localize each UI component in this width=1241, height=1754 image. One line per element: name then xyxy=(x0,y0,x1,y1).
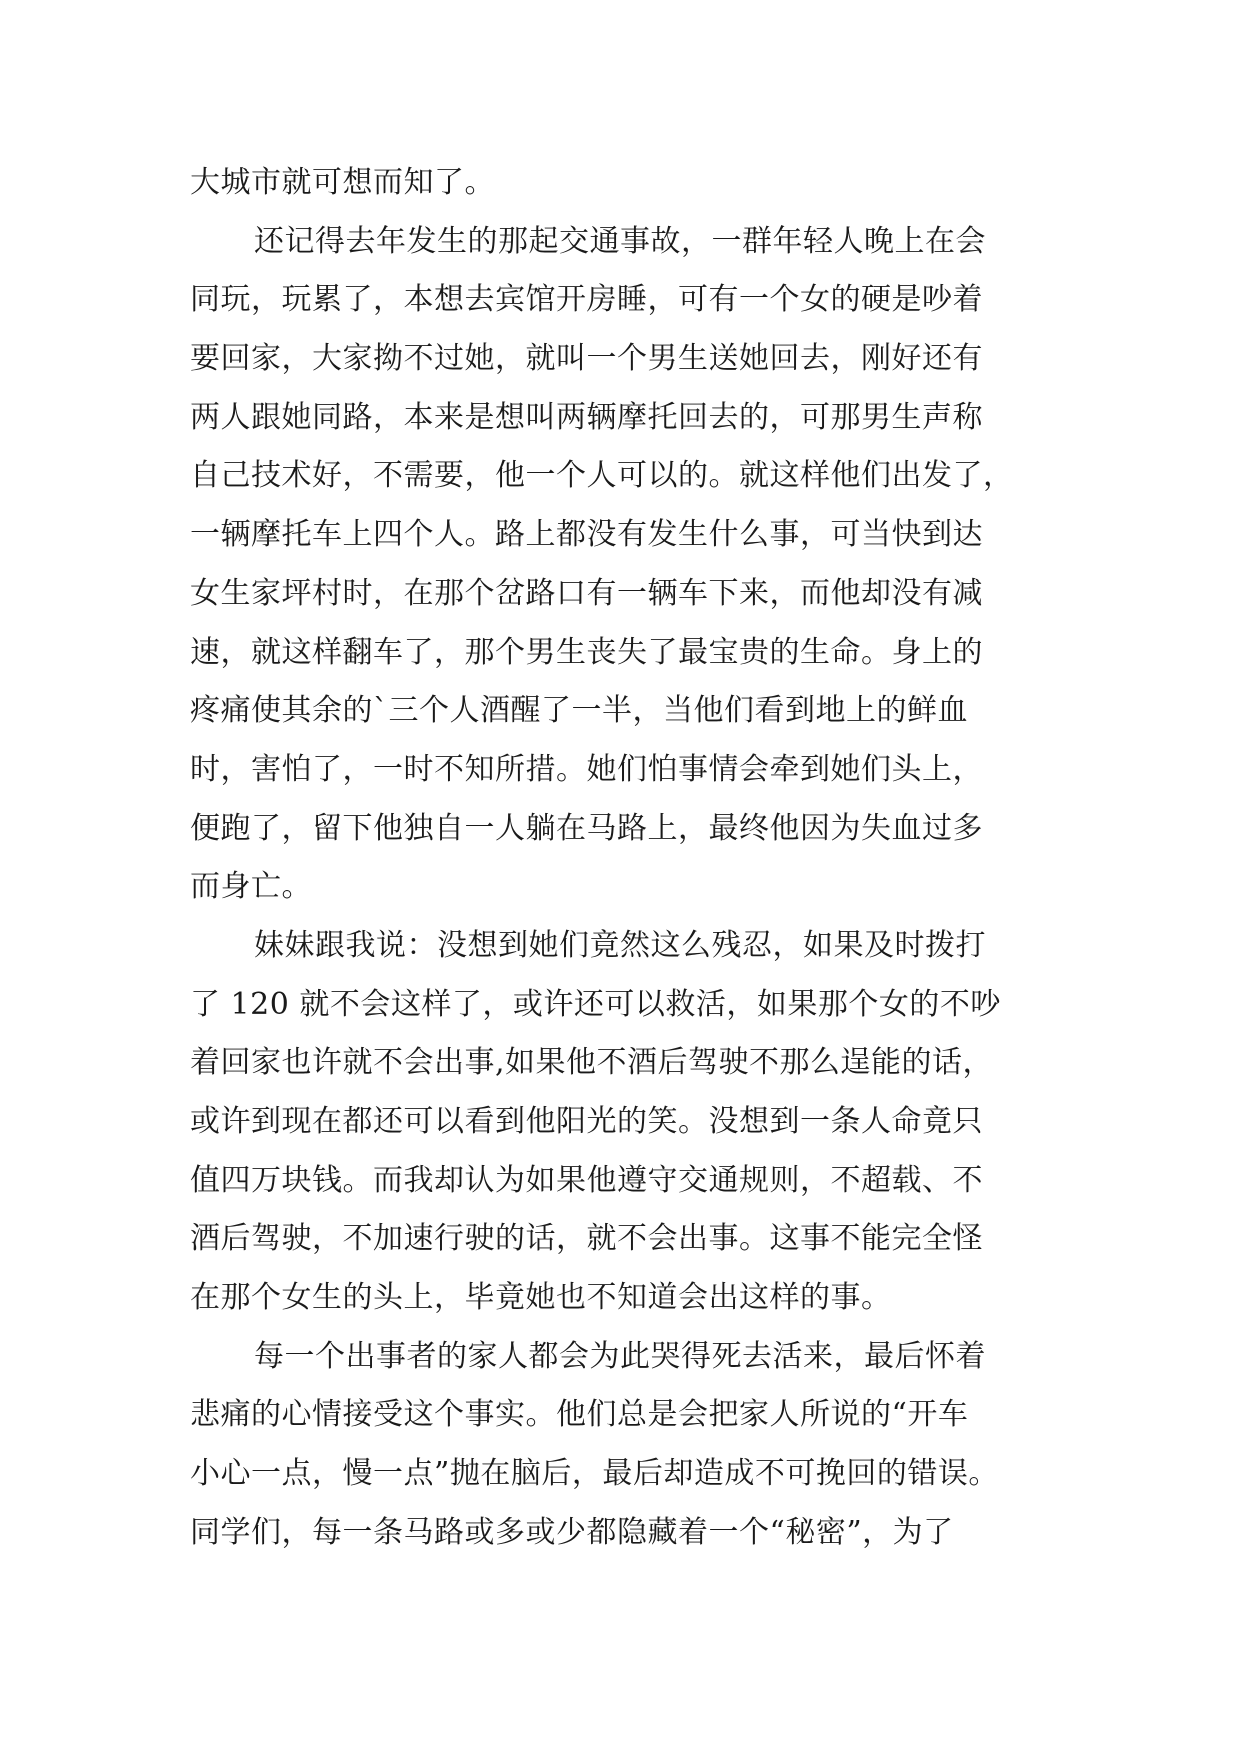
text-line: 或许到现在都还可以看到他阳光的笑。没想到一条人命竟只 xyxy=(190,1104,983,1139)
text-line: 女生家坪村时，在那个岔路口有一辆车下来，而他却没有减 xyxy=(190,575,983,611)
text-line: 同学们，每一条马路或多或少都隐藏着一个“秘密”，为了 xyxy=(190,1514,954,1550)
text-line: 还记得去年发生的那起交通事故，一群年轻人晚上在会 xyxy=(254,223,986,259)
text-line: 悲痛的心情接受这个事实。他们总是会把家人所说的“开车 xyxy=(190,1397,969,1433)
text-line: 而身亡。 xyxy=(190,869,312,905)
text-line: 要回家，大家拗不过她，就叫一个男生送她回去，刚好还有 xyxy=(190,341,983,377)
text-line: 妹妹跟我说：没想到她们竟然这么残忍，如果及时拨打 xyxy=(254,927,986,963)
text-line: 小心一点，慢一点”抛在脑后，最后却造成不可挽回的错误。 xyxy=(190,1456,999,1492)
text-line: 自己技术好，不需要，他一个人可以的。就这样他们出发了， xyxy=(190,458,1014,494)
text-line: 同玩，玩累了，本想去宾馆开房睡，可有一个女的硬是吵着 xyxy=(190,282,983,318)
text-line: 值四万块钱。而我却认为如果他遵守交通规则，不超载、不 xyxy=(190,1162,983,1198)
text-line: 便跑了，留下他独自一人躺在马路上，最终他因为失血过多 xyxy=(190,810,983,846)
text-line: 速，就这样翻车了，那个男生丧失了最宝贵的生命。身上的 xyxy=(190,634,983,670)
text-line: 着回家也许就不会出事,如果他不酒后驾驶不那么逞能的话， xyxy=(190,1045,994,1081)
body-text xyxy=(190,154,1050,1563)
text-line: 在那个女生的头上，毕竟她也不知道会出这样的事。 xyxy=(190,1280,892,1316)
text-line: 了 120 就不会这样了，或许还可以救活，如果那个女的不吵 xyxy=(190,986,1001,1022)
text-line: 两人跟她同路，本来是想叫两辆摩托回去的，可那男生声称 xyxy=(190,399,983,435)
text-line: 酒后驾驶，不加速行驶的话，就不会出事。这事不能完全怪 xyxy=(190,1221,983,1257)
text-line: 大城市就可想而知了。 xyxy=(190,165,495,200)
text-line: 时，害怕了，一时不知所措。她们怕事情会牵到她们头上， xyxy=(190,751,983,787)
text-line: 每一个出事者的家人都会为此哭得死去活来，最后怀着 xyxy=(254,1338,986,1374)
text-line: 一辆摩托车上四个人。路上都没有发生什么事，可当快到达 xyxy=(190,517,983,553)
text-line: 疼痛使其余的`三个人酒醒了一半，当他们看到地上的鲜血 xyxy=(190,693,968,729)
